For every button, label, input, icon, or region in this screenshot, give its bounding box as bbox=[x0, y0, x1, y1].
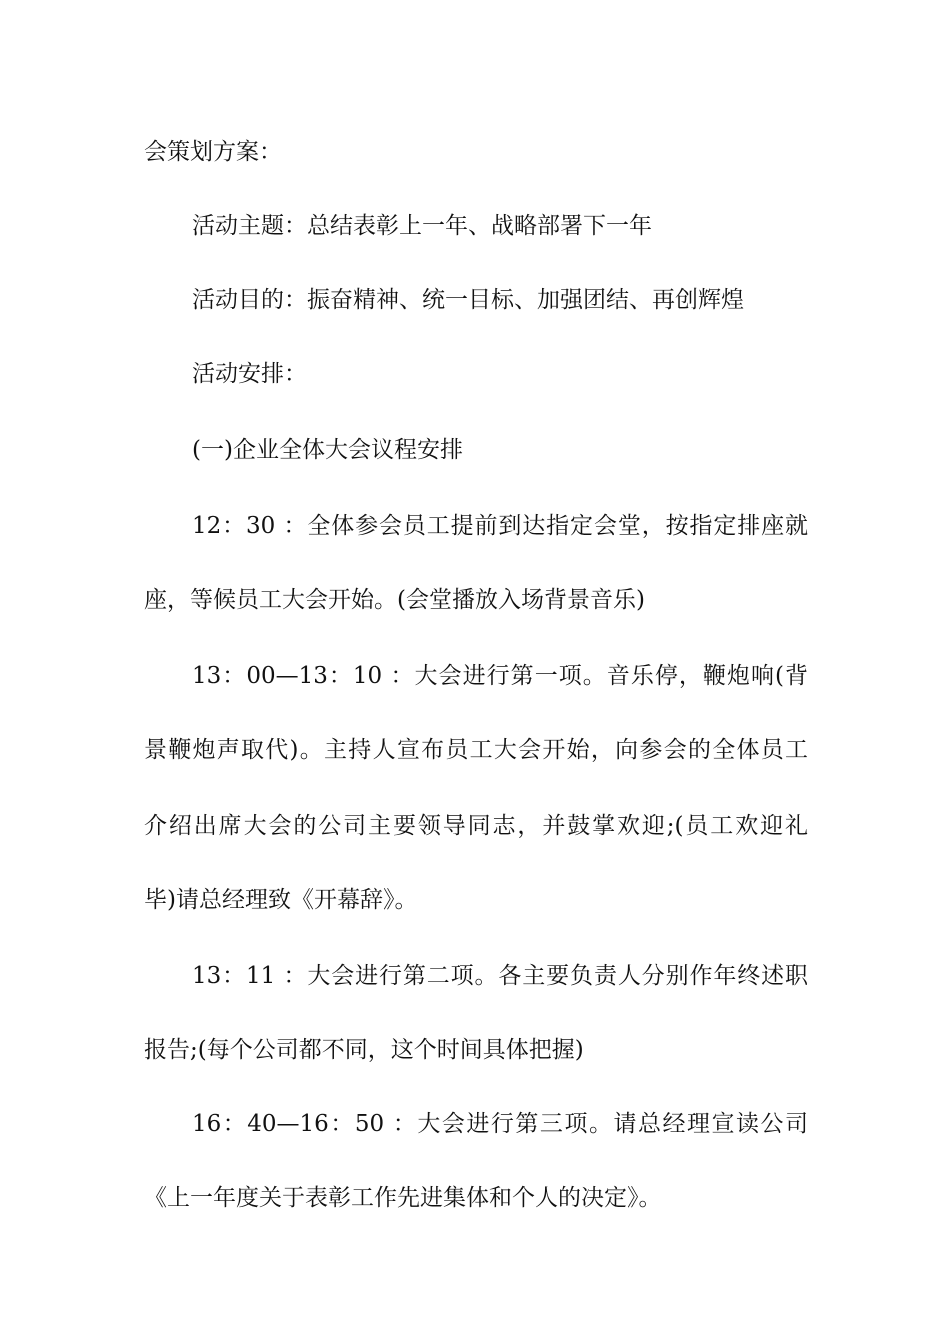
doc-line-heading: 会策划方案： bbox=[144, 139, 282, 165]
doc-line-theme: 活动主题：总结表彰上一年、战略部署下一年 bbox=[192, 213, 652, 239]
doc-line-1300: 13：00—13：10 ：大会进行第一项。音乐停，鞭炮响(背 bbox=[192, 663, 808, 689]
doc-line-1300-cont-3: 毕)请总经理致《开幕辞》。 bbox=[144, 887, 418, 913]
doc-line-1230: 12：30 ：全体参会员工提前到达指定会堂，按指定排座就 bbox=[192, 513, 808, 539]
doc-line-purpose: 活动目的：振奋精神、统一目标、加强团结、再创辉煌 bbox=[192, 287, 744, 313]
doc-line-1300-cont-2: 介绍出席大会的公司主要领导同志，并鼓掌欢迎;(员工欢迎礼 bbox=[144, 813, 808, 839]
doc-line-arrangement: 活动安排： bbox=[192, 361, 307, 387]
doc-line-1230-cont: 座，等候员工大会开始。(会堂播放入场背景音乐) bbox=[144, 587, 645, 613]
doc-line-1311: 13：11 ：大会进行第二项。各主要负责人分别作年终述职 bbox=[192, 963, 808, 989]
doc-line-1300-cont-1: 景鞭炮声取代)。主持人宣布员工大会开始，向参会的全体员工 bbox=[144, 737, 808, 763]
doc-line-1640-cont: 《上一年度关于表彰工作先进集体和个人的决定》。 bbox=[144, 1185, 662, 1211]
doc-line-section-1: (一)企业全体大会议程安排 bbox=[192, 437, 463, 463]
doc-line-1640: 16：40—16：50 ：大会进行第三项。请总经理宣读公司 bbox=[192, 1111, 808, 1137]
doc-line-1311-cont: 报告;(每个公司都不同，这个时间具体把握) bbox=[144, 1037, 584, 1063]
